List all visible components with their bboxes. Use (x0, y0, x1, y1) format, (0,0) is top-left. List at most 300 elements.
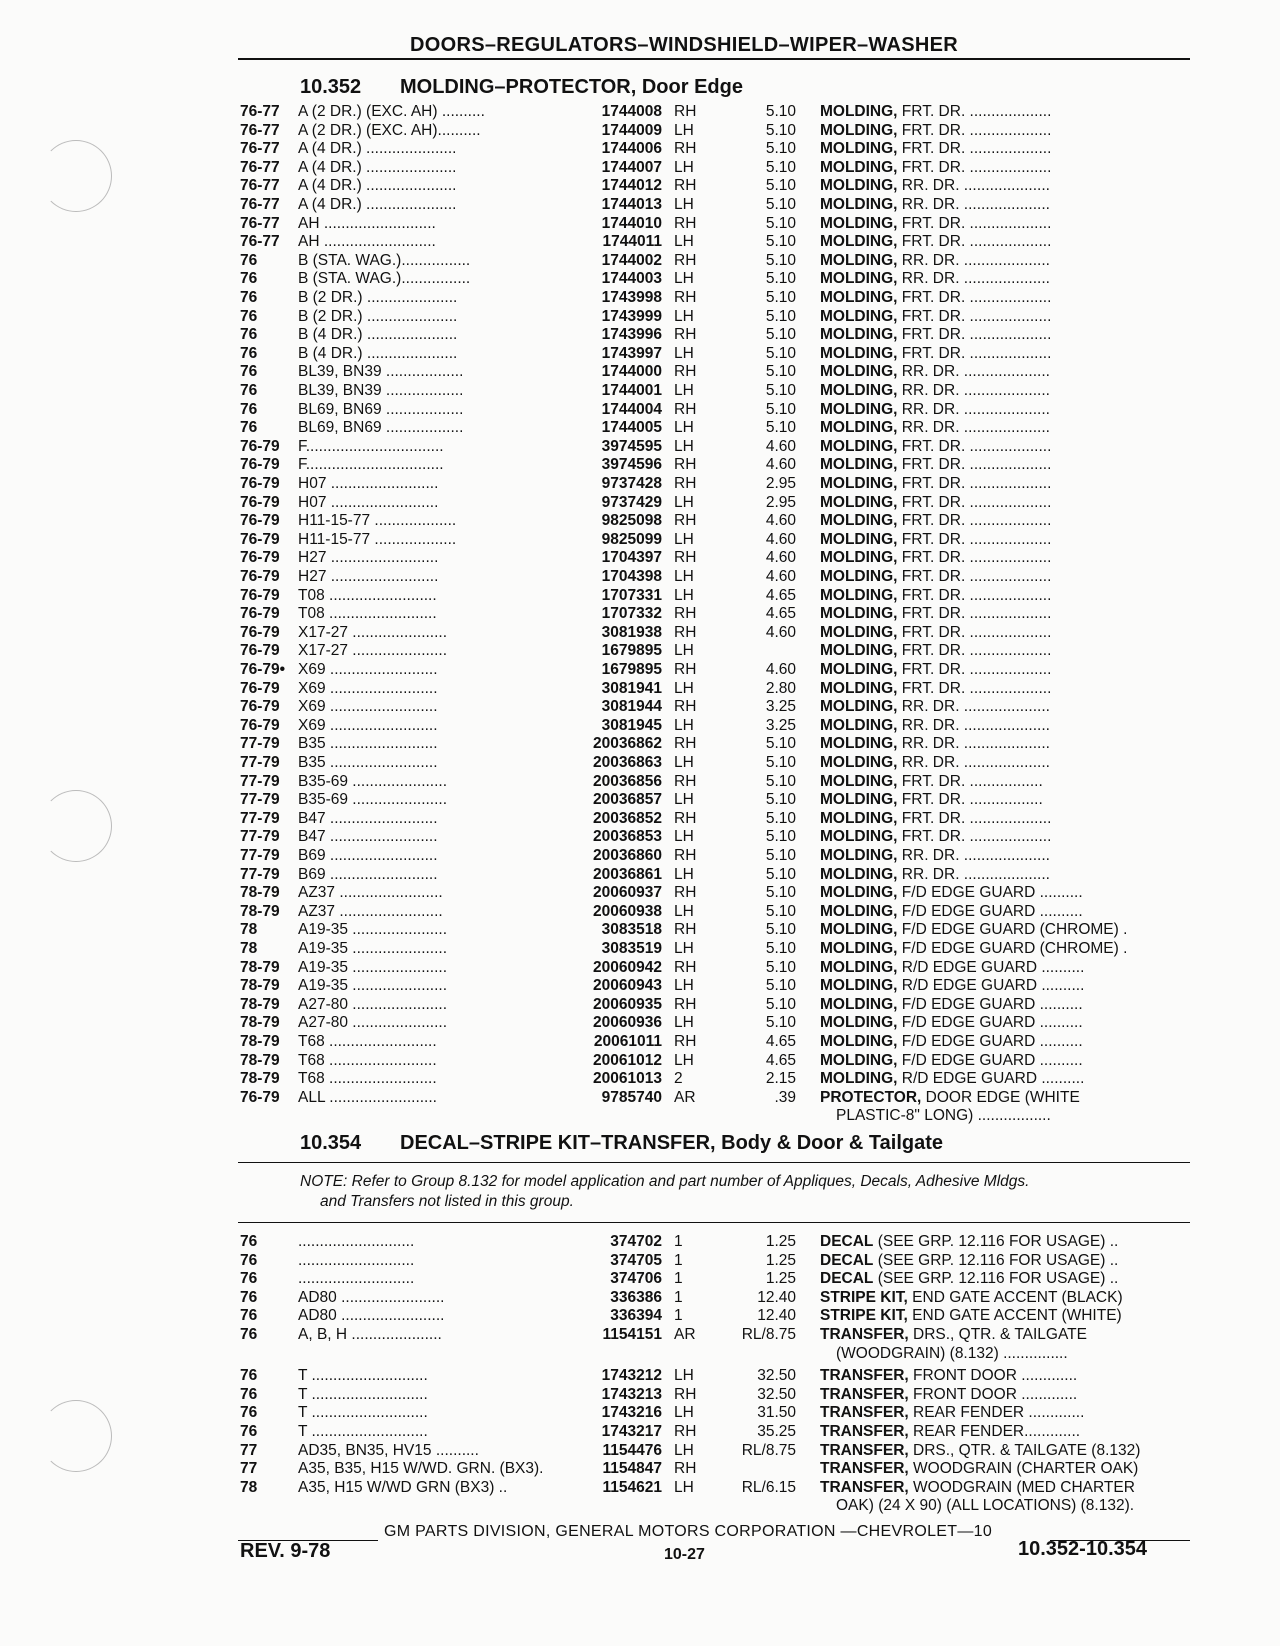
price: 4.65 (765, 1033, 796, 1050)
model-code: X17-27 ...................... (298, 623, 448, 641)
description (820, 1459, 1190, 1479)
description-text: FRT. DR. ................... (897, 103, 1052, 120)
description (820, 995, 1190, 1015)
part-number: 1743998 (601, 289, 662, 306)
description (820, 158, 1190, 178)
model-code: T ........................... (298, 1367, 428, 1385)
description (820, 139, 1190, 159)
description-keyword: TRANSFER, (820, 1326, 909, 1343)
part-number: 1707332 (601, 605, 662, 623)
model-year: 78-79 (240, 1033, 280, 1050)
price: 5.10 (765, 233, 796, 251)
model-code: BL69, BN69 .................. (298, 400, 464, 418)
description-keyword: TRANSFER, (820, 1367, 909, 1385)
table-row (0, 1251, 1280, 1271)
footer-publisher: GM PARTS DIVISION, GENERAL MOTORS CORPORATION —CHEVROLET—10 (384, 1523, 993, 1540)
model-code: B (STA. WAG.)................ (298, 270, 471, 288)
description-keyword: MOLDING, (820, 307, 898, 325)
quantity: 1 (674, 1270, 683, 1288)
part-number: 3081945 (601, 716, 662, 734)
description (820, 1403, 1190, 1423)
model-code: B47 ......................... (298, 828, 438, 846)
description-keyword: MOLDING, (820, 400, 898, 418)
price: RL/6.15 (741, 1478, 796, 1496)
page-number: 10-27 (664, 1546, 705, 1563)
revision-label: REV. 9-78 (240, 1540, 331, 1562)
model-year: 76 (240, 307, 258, 325)
description (820, 902, 1190, 922)
section-title: MOLDING–PROTECTOR, Door Edge (400, 76, 743, 98)
quantity: LH (674, 865, 694, 883)
part-number: 3974596 (601, 456, 662, 474)
description (820, 1422, 1190, 1442)
model-code: A, B, H ..................... (298, 1326, 442, 1343)
part-number: 20061013 (593, 1070, 662, 1088)
price: 12.40 (757, 1288, 796, 1306)
table-row (0, 1051, 1280, 1071)
quantity: RH (674, 177, 697, 195)
description-text: FRT. DR. ................... (897, 214, 1052, 232)
table-row (0, 679, 1280, 699)
description-text: FRT. DR. ................... (897, 437, 1052, 455)
description-keyword: MOLDING, (820, 289, 898, 306)
price: 4.60 (765, 456, 796, 474)
model-year: 77-79 (240, 809, 280, 827)
table-row (0, 139, 1280, 159)
description (820, 958, 1190, 978)
quantity: LH (674, 754, 694, 771)
price: 5.10 (765, 772, 796, 790)
table-row (0, 1288, 1280, 1308)
section-number: 10.354 (300, 1132, 362, 1154)
model-code: BL39, BN39 .................. (298, 382, 464, 399)
description-text: RR. DR. .................... (897, 698, 1050, 716)
description-text: RR. DR. .................... (897, 196, 1050, 213)
description-keyword: MOLDING, (820, 698, 898, 716)
description (820, 697, 1190, 717)
description-keyword: MOLDING, (820, 661, 898, 678)
model-year: 76-79 (240, 437, 280, 455)
quantity: RH (674, 958, 697, 976)
part-number: 20061012 (593, 1051, 662, 1069)
description-text: FRT. DR. ................... (897, 158, 1052, 176)
quantity: RH (674, 605, 697, 623)
model-code: T68 ......................... (298, 1033, 437, 1050)
description-keyword: MOLDING, (820, 977, 898, 995)
model-code: T ........................... (298, 1404, 428, 1422)
price: 4.60 (765, 512, 796, 530)
table-row (0, 307, 1280, 327)
model-year: 78 (240, 921, 258, 939)
quantity: RH (674, 772, 697, 790)
price: 5.10 (765, 177, 796, 195)
model-year: 76-79 (240, 530, 280, 548)
description-keyword: MOLDING, (820, 884, 898, 902)
description (820, 121, 1190, 141)
price: 5.10 (765, 419, 796, 437)
description-keyword: MOLDING, (820, 140, 898, 158)
section-title: DECAL–STRIPE KIT–TRANSFER, Body & Door & Tailgate (400, 1132, 944, 1154)
description-text: R/D EDGE GUARD .......... (897, 1070, 1085, 1088)
description-keyword: MOLDING, (820, 623, 898, 641)
description (820, 269, 1190, 289)
part-number: 1154151 (602, 1326, 662, 1343)
table-row (0, 883, 1280, 903)
description-continuation: PLASTIC-8" LONG) ................. (836, 1107, 1051, 1125)
model-year: 76-79 (240, 716, 280, 734)
description-text: DOOR EDGE (WHITE (921, 1088, 1080, 1106)
price: 32.50 (757, 1367, 796, 1385)
table-row (0, 381, 1280, 401)
description-text: FRT. DR. ................... (897, 809, 1052, 827)
quantity: RH (674, 1033, 697, 1050)
description (820, 1251, 1190, 1271)
description-text: WOODGRAIN (CHARTER OAK) (908, 1460, 1139, 1478)
price: 5.10 (765, 400, 796, 418)
price: 1.25 (765, 1270, 796, 1288)
model-code: AH .......................... (298, 233, 436, 251)
description-text: FRT. DR. ................... (897, 661, 1052, 678)
model-code: H07 ......................... (298, 475, 439, 492)
description-keyword: MOLDING, (820, 177, 898, 195)
quantity: RH (674, 809, 697, 827)
part-number: 1154621 (602, 1478, 662, 1496)
description-text: RR. DR. .................... (897, 419, 1050, 437)
quantity: RH (674, 400, 697, 418)
part-number: 1744013 (601, 196, 662, 213)
description-text: FRT. DR. ................... (897, 530, 1052, 548)
description (820, 511, 1190, 531)
part-number: 1704398 (601, 568, 662, 585)
table-row (0, 474, 1280, 494)
description-keyword: MOLDING, (820, 158, 898, 176)
part-number: 1744005 (601, 419, 662, 437)
table-row (0, 511, 1280, 531)
part-number: 1707331 (601, 586, 662, 604)
description-keyword: MOLDING, (820, 735, 898, 753)
quantity: LH (674, 977, 694, 995)
description (820, 1366, 1190, 1386)
description (820, 1088, 1190, 1108)
description-keyword: TRANSFER, (820, 1478, 909, 1496)
description-text: (SEE GRP. 12.116 FOR USAGE) .. (873, 1270, 1119, 1288)
description-text: FRT. DR. ................... (897, 307, 1052, 325)
description-keyword: MOLDING, (820, 326, 898, 344)
model-year: 77-79 (240, 754, 280, 771)
price: 5.10 (765, 363, 796, 381)
quantity: LH (674, 902, 694, 920)
description-keyword: MOLDING, (820, 1033, 898, 1050)
description (820, 362, 1190, 382)
model-code: B (4 DR.) ..................... (298, 344, 458, 362)
model-code: BL69, BN69 .................. (298, 419, 464, 437)
part-number: 1743217 (601, 1423, 662, 1440)
model-code: B (2 DR.) ..................... (298, 307, 458, 325)
quantity: LH (674, 1051, 694, 1069)
description (820, 976, 1190, 996)
model-year: 76 (240, 382, 258, 399)
model-code: B35-69 ...................... (298, 791, 448, 809)
model-code: B35 ......................... (298, 735, 438, 753)
description-keyword: MOLDING, (820, 419, 898, 437)
model-year: 76-79 (240, 512, 280, 530)
table-row (0, 716, 1280, 736)
description-keyword: MOLDING, (820, 865, 898, 883)
part-number: 20060936 (593, 1014, 662, 1032)
description-text: FRT. DR. ................... (897, 121, 1052, 139)
model-code: A (4 DR.) ..................... (298, 140, 457, 158)
description (820, 1441, 1190, 1461)
part-number: 3974595 (601, 437, 662, 455)
price: 5.10 (765, 158, 796, 176)
description-keyword: MOLDING, (820, 214, 898, 232)
description-text: REAR FENDER............. (908, 1423, 1081, 1440)
description (820, 790, 1190, 810)
price: 5.10 (765, 270, 796, 288)
description (820, 251, 1190, 271)
part-number: 374706 (610, 1270, 662, 1288)
part-number: 1744009 (601, 121, 662, 139)
price: 5.10 (765, 940, 796, 957)
quantity: LH (674, 1014, 694, 1032)
description-text: FRT. DR. ................... (897, 828, 1052, 846)
table-row (0, 362, 1280, 382)
table-row (0, 976, 1280, 996)
description (820, 660, 1190, 680)
model-year: 76-79 (240, 456, 280, 474)
model-code: A (4 DR.) ..................... (298, 177, 457, 195)
description-keyword: MOLDING, (820, 103, 898, 120)
model-year: 78-79 (240, 958, 280, 976)
part-number: 20036860 (593, 847, 662, 864)
table-row (0, 493, 1280, 513)
model-year: 77-79 (240, 865, 280, 883)
table-row (0, 567, 1280, 587)
description (820, 455, 1190, 475)
quantity: LH (674, 307, 694, 325)
model-code: T08 ......................... (298, 586, 437, 604)
part-number: 1744002 (601, 251, 662, 269)
quantity: LH (674, 437, 694, 455)
part-number: 1744006 (601, 140, 662, 158)
model-year: 76-79 (240, 679, 280, 697)
description-keyword: MOLDING, (820, 642, 898, 660)
model-code: X17-27 ...................... (298, 642, 448, 660)
description-text: FRT. DR. ................... (897, 289, 1052, 306)
description-text: DRS., QTR. & TAILGATE (908, 1326, 1087, 1343)
description-keyword: TRANSFER, (820, 1441, 909, 1459)
model-year: 78-79 (240, 902, 280, 920)
model-code: A27-80 ...................... (298, 995, 448, 1013)
quantity: RH (674, 735, 697, 753)
price: 5.10 (765, 307, 796, 325)
model-code: BL39, BN39 .................. (298, 363, 464, 381)
description-keyword: MOLDING, (820, 1051, 898, 1069)
table-row-continuation (0, 1106, 1280, 1126)
model-code: AZ37 ........................ (298, 902, 443, 920)
quantity: RH (674, 847, 697, 864)
model-year: 77-79 (240, 847, 280, 864)
part-number: 20060938 (593, 902, 662, 920)
table-row (0, 455, 1280, 475)
price: 3.25 (765, 698, 796, 716)
description-text: F/D EDGE GUARD .......... (897, 1051, 1083, 1069)
description (820, 1069, 1190, 1089)
table-row (0, 660, 1280, 680)
description (820, 846, 1190, 866)
price: 5.10 (765, 977, 796, 995)
quantity: RH (674, 623, 697, 641)
part-number: 374705 (610, 1251, 662, 1269)
model-code: AD80 ........................ (298, 1288, 445, 1306)
description (820, 1306, 1190, 1326)
table-row (0, 772, 1280, 792)
part-number: 1154476 (602, 1441, 662, 1459)
description (820, 641, 1190, 661)
description-keyword: MOLDING, (820, 530, 898, 548)
part-number: 20036863 (593, 754, 662, 771)
price: 3.25 (765, 716, 796, 734)
description-text: F/D EDGE GUARD .......... (897, 1033, 1083, 1050)
table-row (0, 1403, 1280, 1423)
model-code: H11-15-77 ................... (298, 530, 457, 548)
description-text: RR. DR. .................... (897, 251, 1050, 269)
quantity: LH (674, 642, 694, 660)
model-year: 76 (240, 1251, 258, 1269)
quantity: LH (674, 828, 694, 846)
model-code: X69 ......................... (298, 698, 438, 716)
model-year: 76-77 (240, 214, 280, 232)
part-number: 1744010 (601, 214, 662, 232)
description-text: WOODGRAIN (MED CHARTER (908, 1478, 1135, 1496)
quantity: 1 (674, 1233, 683, 1250)
price: .39 (774, 1088, 796, 1106)
description-keyword: TRANSFER, (820, 1404, 909, 1422)
table-row (0, 902, 1280, 922)
quantity: RH (674, 698, 697, 716)
description (820, 772, 1190, 792)
group-note (300, 1172, 1190, 1212)
price: 5.10 (765, 735, 796, 753)
model-code: H07 ......................... (298, 493, 439, 511)
quantity: RH (674, 1385, 697, 1403)
quantity: LH (674, 1441, 694, 1459)
price: 5.10 (765, 791, 796, 809)
quantity: RH (674, 103, 697, 120)
part-number: 20061011 (593, 1033, 662, 1050)
description-text: END GATE ACCENT (BLACK) (907, 1288, 1123, 1306)
description (820, 679, 1190, 699)
model-code: A19-35 ...................... (298, 940, 448, 957)
table-row (0, 325, 1280, 345)
description-text: F/D EDGE GUARD .......... (897, 1014, 1083, 1032)
description (820, 1051, 1190, 1071)
quantity: RH (674, 289, 697, 306)
model-year: 76-77 (240, 140, 280, 158)
table-row (0, 586, 1280, 606)
model-year: 77-79 (240, 735, 280, 753)
quantity: LH (674, 716, 694, 734)
table-row (0, 269, 1280, 289)
quantity: LH (674, 158, 694, 176)
model-year: 76 (240, 363, 258, 381)
part-number: 1679895 (601, 661, 662, 678)
quantity: 1 (674, 1288, 683, 1306)
description-text: F/D EDGE GUARD .......... (897, 902, 1083, 920)
model-code: A19-35 ...................... (298, 921, 448, 939)
description (820, 1013, 1190, 1033)
price: 35.25 (757, 1423, 796, 1440)
description-keyword: MOLDING, (820, 196, 898, 213)
price: 5.10 (765, 344, 796, 362)
price: 5.10 (765, 828, 796, 846)
model-code: F................................ (298, 437, 444, 455)
table-row (0, 827, 1280, 847)
price: 5.10 (765, 884, 796, 902)
quantity: RH (674, 661, 697, 678)
quantity: RH (674, 1423, 697, 1440)
table-row (0, 790, 1280, 810)
table-row (0, 400, 1280, 420)
table-row (0, 344, 1280, 364)
model-code: T ........................... (298, 1385, 428, 1403)
description (820, 623, 1190, 643)
description (820, 567, 1190, 587)
description-keyword: MOLDING, (820, 363, 898, 381)
model-code: A35, B35, H15 W/WD. GRN. (BX3). (298, 1460, 544, 1478)
price: 5.10 (765, 865, 796, 883)
description-text: RR. DR. .................... (897, 363, 1050, 381)
quantity: LH (674, 270, 694, 288)
description (820, 381, 1190, 401)
quantity: AR (674, 1326, 696, 1343)
description-keyword: MOLDING, (820, 958, 898, 976)
description-keyword: STRIPE KIT, (820, 1288, 908, 1306)
description (820, 437, 1190, 457)
description-continuation: (WOODGRAIN) (8.132) ............... (836, 1344, 1068, 1362)
description-text: F/D EDGE GUARD (CHROME) . (897, 940, 1128, 957)
part-number: 20036853 (593, 828, 662, 846)
part-number: 9737428 (601, 475, 662, 492)
description-keyword: MOLDING, (820, 605, 898, 623)
price: 4.60 (765, 437, 796, 455)
model-year: 76-79 (240, 623, 280, 641)
model-code: T08 ......................... (298, 605, 437, 623)
price: 4.60 (765, 661, 796, 678)
quantity: RH (674, 995, 697, 1013)
quantity: 1 (674, 1307, 683, 1325)
price: 1.25 (765, 1251, 796, 1269)
price: 4.60 (765, 568, 796, 585)
model-year: 76-79• (240, 661, 286, 678)
price: 1.25 (765, 1233, 796, 1250)
model-code: AZ37 ........................ (298, 884, 443, 902)
quantity: RH (674, 214, 697, 232)
description-keyword: MOLDING, (820, 754, 898, 771)
description (820, 195, 1190, 215)
model-year: 76 (240, 344, 258, 362)
quantity: RH (674, 456, 697, 474)
price: 5.10 (765, 103, 796, 120)
part-number: 1744004 (601, 400, 662, 418)
description-keyword: MOLDING, (820, 828, 898, 846)
model-code: A35, H15 W/WD GRN (BX3) .. (298, 1478, 508, 1496)
table-row (0, 1306, 1280, 1326)
model-code: X69 ......................... (298, 661, 438, 678)
description (820, 176, 1190, 196)
price: 4.60 (765, 530, 796, 548)
price: 2.15 (765, 1070, 796, 1088)
